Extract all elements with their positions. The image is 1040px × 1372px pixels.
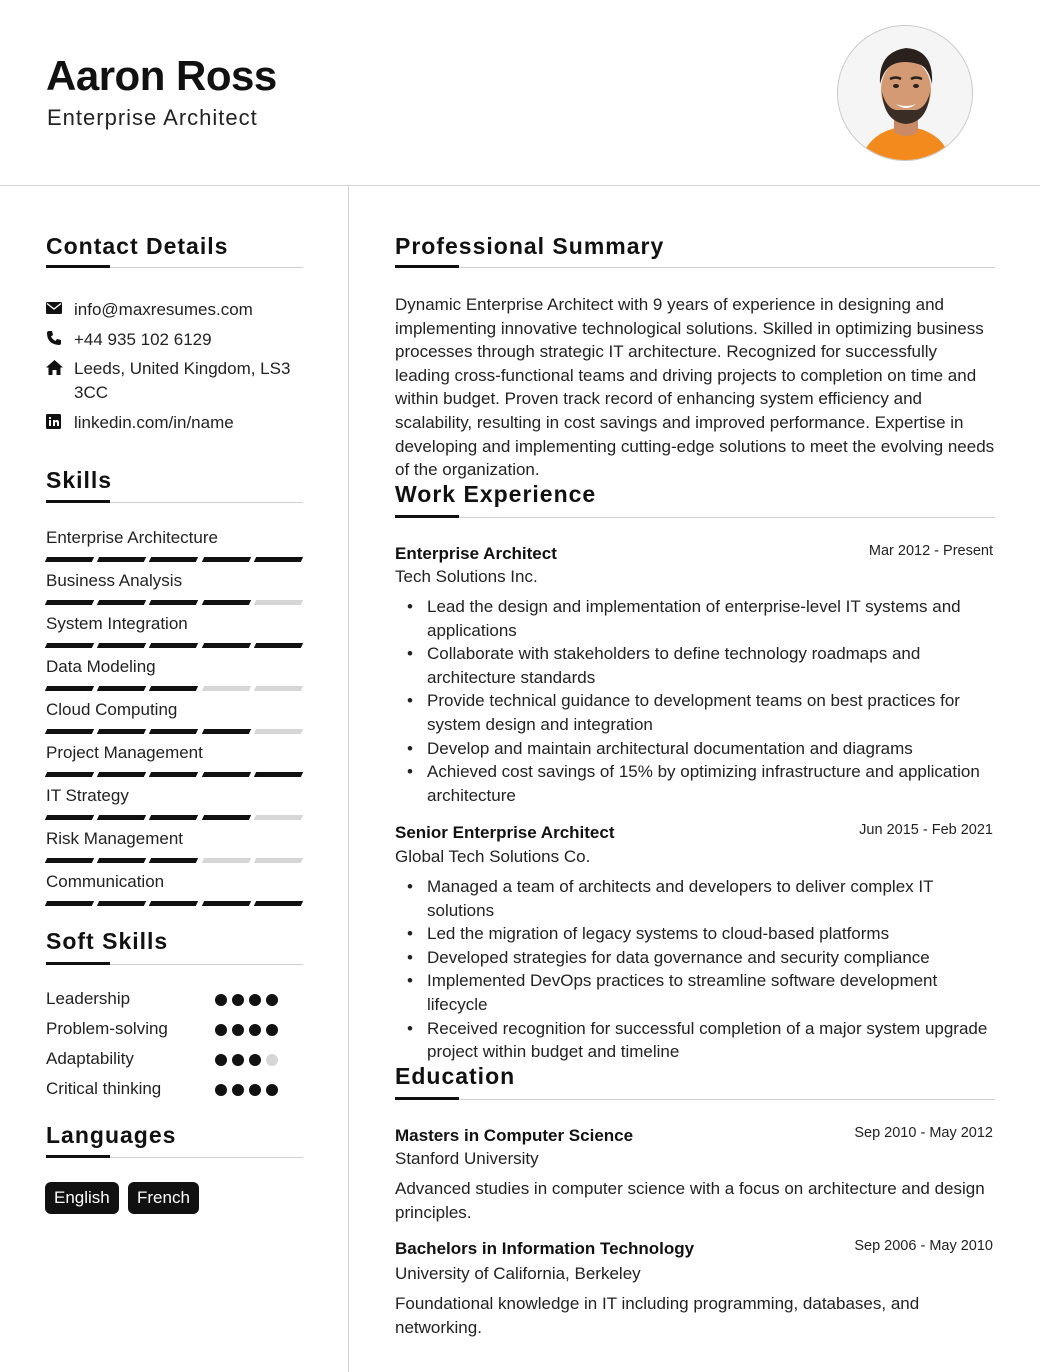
education-school: University of California, Berkeley bbox=[395, 1264, 641, 1283]
skill-segment-filled bbox=[201, 600, 251, 605]
rating-dot-filled bbox=[232, 1024, 244, 1036]
skill-name: Business Analysis bbox=[46, 571, 183, 590]
contact-phone[interactable] bbox=[46, 328, 212, 352]
skill-segment-filled bbox=[97, 901, 147, 906]
skill-segment-filled bbox=[254, 772, 304, 777]
skill-name: Enterprise Architecture bbox=[46, 528, 218, 547]
skill-segment-filled bbox=[45, 858, 95, 863]
skill-name: Risk Management bbox=[46, 829, 184, 848]
soft-skill-name: Adaptability bbox=[46, 1049, 134, 1068]
skill-segment-filled bbox=[149, 600, 199, 605]
experience-rule bbox=[395, 517, 995, 518]
candidate-title: Enterprise Architect bbox=[47, 105, 258, 130]
skill-name: IT Strategy bbox=[46, 786, 129, 805]
skill-segment-filled bbox=[254, 557, 304, 562]
education-degree: Masters in Computer Science bbox=[395, 1126, 634, 1145]
education-rule bbox=[395, 1099, 995, 1100]
soft-skill-rating bbox=[215, 1024, 278, 1036]
envelope-icon bbox=[46, 298, 74, 318]
rating-dot-filled bbox=[215, 1054, 227, 1066]
education-rule-accent bbox=[395, 1097, 459, 1100]
contact-email[interactable] bbox=[46, 298, 253, 322]
skill-segment-filled bbox=[45, 600, 95, 605]
skill-level-bar bbox=[46, 729, 302, 734]
skill-segment-filled bbox=[97, 557, 147, 562]
skill-segment-empty bbox=[254, 729, 304, 734]
skill-segment-filled bbox=[254, 901, 304, 906]
skill-segment-filled bbox=[45, 729, 95, 734]
skill-level-bar bbox=[46, 643, 302, 648]
rating-dot-filled bbox=[232, 994, 244, 1006]
contact-address-text: Leeds, United Kingdom, LS3 3CC bbox=[74, 359, 291, 402]
contact-phone-text: +44 935 102 6129 bbox=[74, 330, 212, 349]
rating-dot-filled bbox=[266, 1084, 278, 1096]
skill-name: Project Management bbox=[46, 743, 203, 762]
skill-segment-empty bbox=[254, 686, 304, 691]
rating-dot-filled bbox=[232, 1084, 244, 1096]
contact-address bbox=[46, 357, 303, 405]
rating-dot-filled bbox=[266, 1024, 278, 1036]
skill-level-bar bbox=[46, 600, 302, 605]
education-description: Foundational knowledge in IT including programming, databases, and networking. bbox=[395, 1294, 920, 1337]
skill-segment-filled bbox=[97, 686, 147, 691]
job-title: Enterprise Architect bbox=[395, 544, 557, 563]
skill-segment-filled bbox=[201, 557, 251, 562]
soft-skill-name: Leadership bbox=[46, 989, 131, 1008]
skills-rule-accent bbox=[46, 500, 110, 503]
linkedin-icon bbox=[46, 411, 74, 431]
job-bullet: • Led the migration of legacy systems to cloud-based platforms bbox=[395, 922, 995, 946]
avatar bbox=[837, 25, 973, 161]
skill-segment-filled bbox=[97, 858, 147, 863]
skill-segment-filled bbox=[254, 643, 304, 648]
skill-segment-filled bbox=[45, 643, 95, 648]
rating-dot-filled bbox=[249, 1024, 261, 1036]
job-bullet: • Implemented DevOps practices to streamline software development lifecycle bbox=[395, 969, 995, 1016]
contact-rule-accent bbox=[46, 265, 110, 268]
skill-segment-filled bbox=[45, 772, 95, 777]
job-dates: Mar 2012 - Present bbox=[868, 543, 993, 559]
soft-skill-rating bbox=[215, 994, 278, 1006]
soft-skills-rule-accent bbox=[46, 962, 110, 965]
education-dates: Sep 2010 - May 2012 bbox=[854, 1125, 993, 1141]
soft-skill-rating bbox=[215, 1084, 278, 1096]
rating-dot-filled bbox=[215, 1024, 227, 1036]
skill-name: System Integration bbox=[46, 614, 188, 633]
skill-segment-filled bbox=[201, 772, 251, 777]
skill-segment-empty bbox=[201, 858, 251, 863]
column-divider bbox=[348, 186, 349, 1372]
skill-segment-empty bbox=[254, 815, 304, 820]
job-company: Global Tech Solutions Co. bbox=[395, 847, 591, 866]
skill-segment-filled bbox=[149, 686, 199, 691]
skill-name: Communication bbox=[46, 872, 165, 891]
skill-level-bar bbox=[46, 686, 302, 691]
skill-segment-filled bbox=[45, 686, 95, 691]
rating-dot-filled bbox=[215, 1084, 227, 1096]
contact-section-title: Contact Details bbox=[46, 233, 229, 259]
profile-photo bbox=[838, 26, 973, 161]
skill-segment-empty bbox=[254, 858, 304, 863]
rating-dot-filled bbox=[249, 1054, 261, 1066]
language-pill: French bbox=[128, 1182, 199, 1214]
job-dates: Jun 2015 - Feb 2021 bbox=[859, 822, 993, 838]
skill-level-bar bbox=[46, 815, 302, 820]
skill-segment-filled bbox=[45, 815, 95, 820]
skill-segment-filled bbox=[201, 815, 251, 820]
job-bullets bbox=[395, 875, 995, 1064]
skill-segment-filled bbox=[97, 600, 147, 605]
home-icon bbox=[46, 357, 74, 377]
candidate-name: Aaron Ross bbox=[46, 52, 277, 99]
skill-level-bar bbox=[46, 858, 302, 863]
job-bullet: • Received recognition for successful completion of a major system upgrade project within budget and timeline bbox=[395, 1017, 995, 1064]
job-bullet: • Collaborate with stakeholders to define technology roadmaps and architecture standards bbox=[395, 642, 995, 689]
rating-dot-filled bbox=[249, 1084, 261, 1096]
rating-dot-filled bbox=[266, 994, 278, 1006]
contact-linkedin-text: linkedin.com/in/name bbox=[74, 413, 234, 432]
skill-segment-filled bbox=[201, 643, 251, 648]
skill-level-bar bbox=[46, 901, 302, 906]
soft-skill-name: Problem-solving bbox=[46, 1019, 168, 1038]
job-company: Tech Solutions Inc. bbox=[395, 567, 538, 586]
skill-segment-filled bbox=[149, 557, 199, 562]
contact-email-text: info@maxresumes.com bbox=[74, 300, 253, 319]
rating-dot-filled bbox=[215, 994, 227, 1006]
job-bullet: • Lead the design and implementation of enterprise-level IT systems and applications bbox=[395, 595, 995, 642]
summary-rule bbox=[395, 267, 995, 268]
language-pill: English bbox=[45, 1182, 119, 1214]
languages-rule-accent bbox=[46, 1155, 110, 1158]
skill-name: Data Modeling bbox=[46, 657, 156, 676]
skill-segment-filled bbox=[97, 772, 147, 777]
skill-level-bar bbox=[46, 557, 302, 562]
skill-segment-filled bbox=[149, 901, 199, 906]
skill-segment-filled bbox=[201, 729, 251, 734]
job-bullet: • Develop and maintain architectural documentation and diagrams bbox=[395, 737, 995, 761]
job-bullet: • Provide technical guidance to development teams on best practices for system design and integration bbox=[395, 689, 995, 736]
rating-dot-filled bbox=[232, 1054, 244, 1066]
summary-rule-accent bbox=[395, 265, 459, 268]
education-dates: Sep 2006 - May 2010 bbox=[854, 1238, 993, 1254]
education-description: Advanced studies in computer science with a focus on architecture and design principles. bbox=[395, 1179, 985, 1222]
skill-segment-filled bbox=[149, 643, 199, 648]
education-degree: Bachelors in Information Technology bbox=[395, 1239, 695, 1258]
skill-segment-filled bbox=[97, 815, 147, 820]
experience-rule-accent bbox=[395, 515, 459, 518]
summary-text: Dynamic Enterprise Architect with 9 years of experience in designing and implementing innovative technological solutions. Skilled in optimizing business processes through strategic IT architecture. Recognized for successfully leading cross-functional teams and driving projects to completion on time and within budget. Proven track record of enhancing system efficiency and scalability, resulting in cost savings and improved performance. Expertise in developing and implementing cutting-edge solutions to meet the evolving needs of the organization. bbox=[395, 295, 995, 480]
skill-level-bar bbox=[46, 772, 302, 777]
skill-name: Cloud Computing bbox=[46, 700, 178, 719]
skill-segment-filled bbox=[149, 772, 199, 777]
job-bullet: • Developed strategies for data governance and security compliance bbox=[395, 946, 995, 970]
soft-skill-rating bbox=[215, 1054, 278, 1066]
skill-segment-filled bbox=[149, 858, 199, 863]
rating-dot-filled bbox=[249, 994, 261, 1006]
summary-section-title: Professional Summary bbox=[395, 233, 665, 259]
soft-skill-name: Critical thinking bbox=[46, 1079, 162, 1098]
skill-segment-filled bbox=[149, 729, 199, 734]
resume-header bbox=[0, 0, 1040, 186]
soft-skills-section-title: Soft Skills bbox=[46, 928, 169, 954]
skill-segment-filled bbox=[201, 901, 251, 906]
job-bullets bbox=[395, 595, 995, 807]
languages-section-title: Languages bbox=[46, 1122, 177, 1148]
phone-icon bbox=[46, 328, 74, 348]
contact-linkedin[interactable] bbox=[46, 411, 234, 435]
skill-segment-filled bbox=[97, 643, 147, 648]
skill-segment-filled bbox=[149, 815, 199, 820]
skill-segment-filled bbox=[45, 901, 95, 906]
skill-segment-filled bbox=[97, 729, 147, 734]
rating-dot-empty bbox=[266, 1054, 278, 1066]
skill-segment-empty bbox=[201, 686, 251, 691]
skill-segment-empty bbox=[254, 600, 304, 605]
job-bullet: • Managed a team of architects and developers to deliver complex IT solutions bbox=[395, 875, 995, 922]
job-title: Senior Enterprise Architect bbox=[395, 823, 615, 842]
education-school: Stanford University bbox=[395, 1149, 539, 1168]
skills-section-title: Skills bbox=[46, 467, 113, 493]
job-bullet: • Achieved cost savings of 15% by optimizing infrastructure and application architecture bbox=[395, 760, 995, 807]
experience-section-title: Work Experience bbox=[395, 481, 597, 507]
education-section-title: Education bbox=[395, 1063, 516, 1089]
skill-segment-filled bbox=[45, 557, 95, 562]
